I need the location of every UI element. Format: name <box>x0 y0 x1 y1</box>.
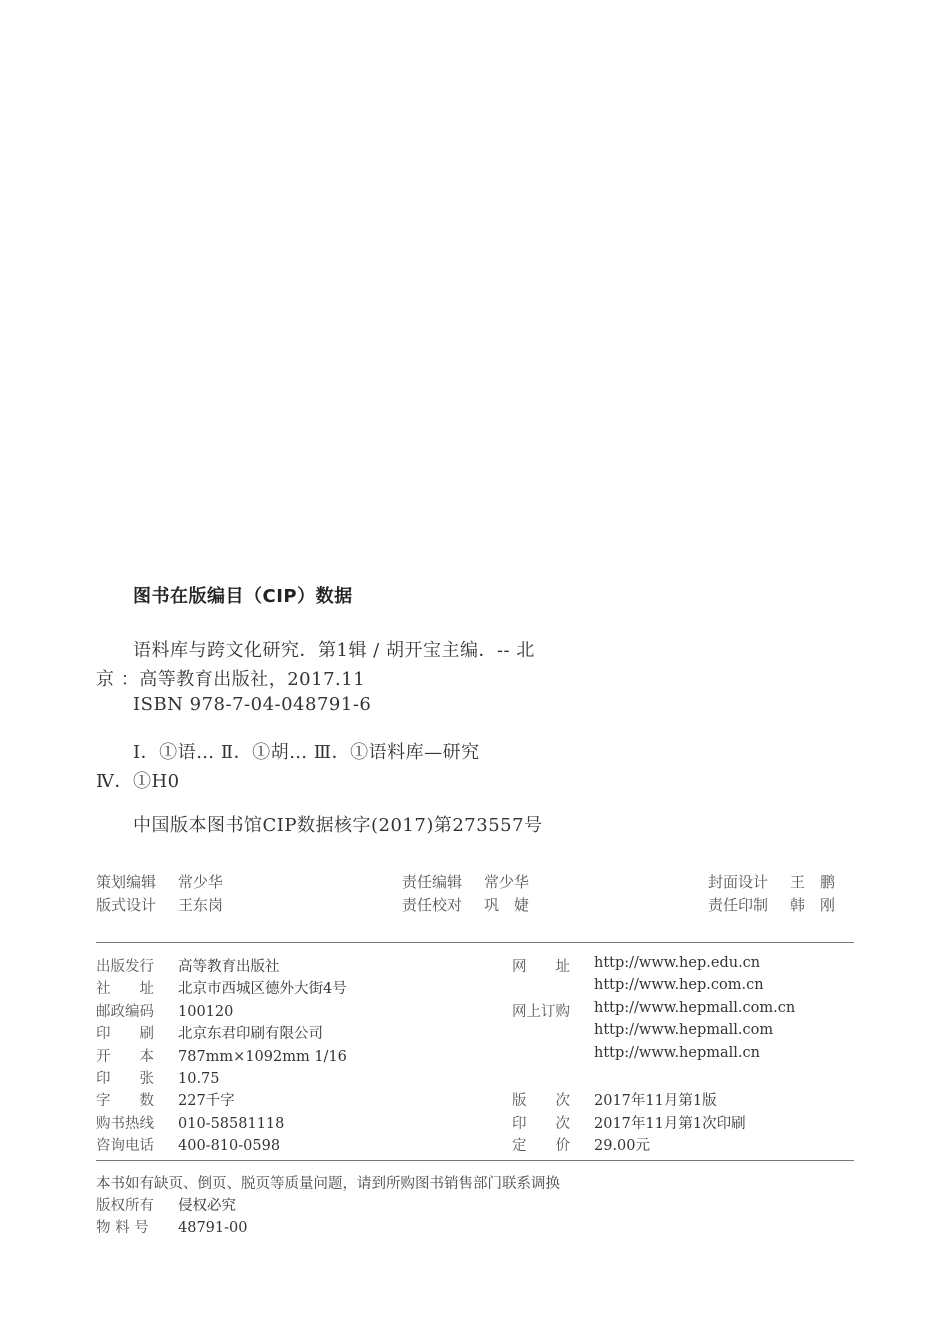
pub-value: 400-810-0598 <box>178 1138 281 1154</box>
credit-cover-designer <box>708 871 835 892</box>
pub-postcode <box>96 1000 233 1021</box>
pub-printer <box>96 1022 323 1043</box>
credit-print-supervisor <box>708 894 835 915</box>
shop-link[interactable]: http://www.hepmall.cn <box>594 1045 760 1061</box>
divider-top <box>96 942 854 943</box>
pub-inquiry-phone <box>96 1134 280 1155</box>
rights-label: 版权所有 <box>96 1198 154 1214</box>
pub-hotline <box>96 1112 284 1133</box>
cip-line-2: 京 ：高等教育出版社，2017.11 <box>96 669 366 690</box>
credit-label: 版式设计 <box>96 896 157 914</box>
cip-record-number: 中国版本图书馆CIP数据核字(2017)第273557号 <box>133 815 543 836</box>
pub-value: 北京东君印刷有限公司 <box>178 1026 323 1042</box>
quality-notice: 本书如有缺页、倒页、脱页等质量问题，请到所购图书销售部门联系调换 <box>96 1176 560 1192</box>
printing-value: 2017年11月第1次印刷 <box>594 1116 746 1132</box>
shop-label: 网上订购 <box>512 1004 570 1020</box>
pub-value: 北京市西城区德外大街4号 <box>178 981 347 997</box>
credit-label: 策划编辑 <box>96 873 157 891</box>
pub-value: 010-58581118 <box>178 1116 285 1132</box>
pub-label: 印 刷 <box>96 1026 154 1042</box>
cip-classification-2: Ⅳ．①H0 <box>96 771 180 792</box>
pub-label: 字 数 <box>96 1093 154 1109</box>
pub-sheets <box>96 1067 220 1088</box>
cip-isbn: ISBN 978-7-04-048791-6 <box>133 694 372 715</box>
pub-label: 社 址 <box>96 981 154 997</box>
pub-value: 高等教育出版社 <box>178 959 280 975</box>
printing-label: 印 次 <box>512 1116 570 1132</box>
credit-layout-designer <box>96 894 223 915</box>
credit-value: 常少华 <box>178 873 224 891</box>
pub-value: 227千字 <box>178 1093 235 1109</box>
web-link[interactable]: http://www.hep.com.cn <box>594 977 764 993</box>
pub-label: 咨询电话 <box>96 1138 154 1154</box>
cip-classification-1: Ⅰ．①语… Ⅱ．①胡… Ⅲ．①语料库—研究 <box>133 742 480 763</box>
credit-proofreader <box>402 894 529 915</box>
credit-value: 巩 婕 <box>484 896 530 914</box>
pub-value: 10.75 <box>178 1071 220 1087</box>
pub-publisher <box>96 955 280 976</box>
credit-responsible-editor <box>402 871 529 892</box>
credit-value: 王东岗 <box>178 896 224 914</box>
credit-label: 责任印制 <box>708 896 769 914</box>
pub-word-count <box>96 1089 235 1110</box>
material-label: 物 料 号 <box>96 1220 149 1236</box>
pub-value: 787mm×1092mm 1/16 <box>178 1049 347 1065</box>
price-label: 定 价 <box>512 1138 570 1154</box>
material-value: 48791-00 <box>178 1220 248 1236</box>
pub-label: 购书热线 <box>96 1116 154 1132</box>
edition-label: 版 次 <box>512 1093 570 1109</box>
cip-line-1: 语料库与跨文化研究．第1辑 / 胡开宝主编．-- 北 <box>133 640 535 661</box>
credit-label: 责任校对 <box>402 896 463 914</box>
credit-label: 责任编辑 <box>402 873 463 891</box>
web-label: 网 址 <box>512 959 570 975</box>
credit-value: 常少华 <box>484 873 530 891</box>
edition-value: 2017年11月第1版 <box>594 1093 717 1109</box>
pub-label: 印 张 <box>96 1071 154 1087</box>
credit-planning-editor <box>96 871 223 892</box>
copyright-line <box>96 1194 236 1215</box>
pub-value: 100120 <box>178 1004 234 1020</box>
rights-value: 侵权必究 <box>178 1198 236 1214</box>
web-link[interactable]: http://www.hep.edu.cn <box>594 955 761 971</box>
credit-label: 封面设计 <box>708 873 769 891</box>
pub-label: 邮政编码 <box>96 1004 154 1020</box>
pub-format <box>96 1045 347 1066</box>
shop-link[interactable]: http://www.hepmall.com.cn <box>594 1000 796 1016</box>
divider-bottom <box>96 1160 854 1161</box>
pub-label: 开 本 <box>96 1049 154 1065</box>
pub-label: 出版发行 <box>96 959 154 975</box>
credit-value: 韩 刚 <box>790 896 836 914</box>
price-value: 29.00元 <box>594 1138 651 1154</box>
material-number-line <box>96 1216 247 1237</box>
cip-title: 图书在版编目（CIP）数据 <box>133 586 353 607</box>
credit-value: 王 鹏 <box>790 873 836 891</box>
pub-address <box>96 977 347 998</box>
shop-link[interactable]: http://www.hepmall.com <box>594 1022 774 1038</box>
